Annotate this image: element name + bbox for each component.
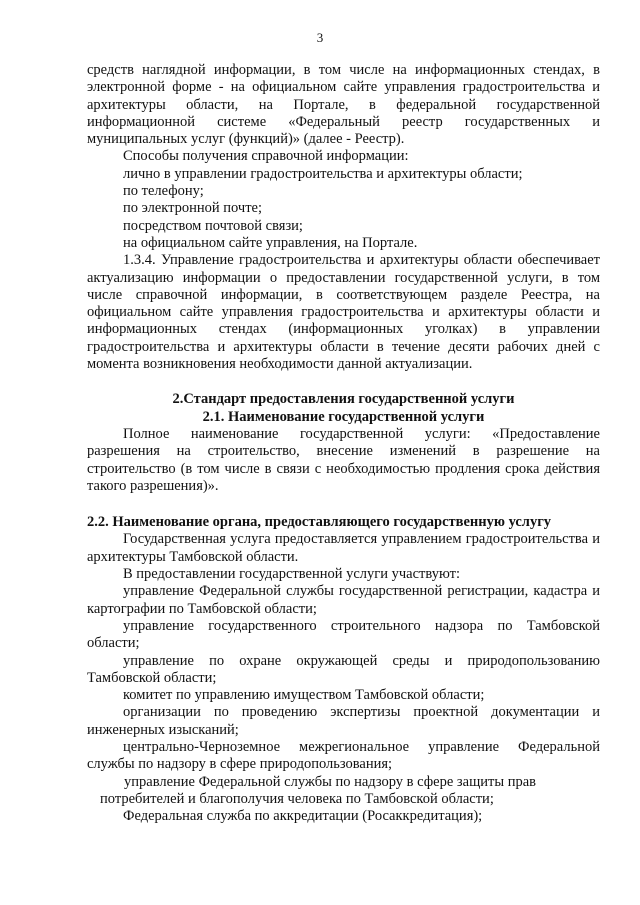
list-item-in-person: лично в управлении градостроительства и архитектуры области; — [123, 165, 523, 182]
participant-rosreestr: управление Федеральной службы государственной регистрации, кадастра и картографии по Тамбовской области; — [87, 583, 600, 617]
section-heading-2: 2.Стандарт предоставления государственной услуги — [172, 391, 515, 408]
participant-property-committee: комитет по управлению имуществом Тамбовской области; — [123, 687, 485, 704]
participant-expertise: организации по проведению экспертизы проектной документации и инженерных изысканий; — [87, 704, 600, 738]
page-number: 3 — [316, 30, 324, 45]
subsection-heading-2-2: 2.2. Наименование органа, предоставляющего государственную услугу — [87, 514, 552, 531]
list-item-post: посредством почтовой связи; — [123, 217, 303, 234]
subsection-heading-2-1: 2.1. Наименование государственной услуги — [202, 408, 485, 425]
participant-rospotrebnadzor-line1: управление Федеральной службы по надзору в сфере защиты прав — [124, 773, 536, 790]
paragraph-info-means: средств наглядной информации, в том числе на информационных стендах, в электронной форме - на официальном сайте управления градостроительства и архитектуры области, на Портале, в федеральной государственной информационной системе «Федеральный реестр государственных и муниципальных услуг (функций)» (далее - Реестр). — [87, 62, 600, 148]
list-item-email: по электронной почте; — [123, 200, 263, 217]
list-item-phone: по телефону; — [123, 183, 204, 200]
paragraph-service-name: Полное наименование государственной услуги: «Предоставление разрешения на строительство, внесение изменений в разрешение на строительство (в том числе в связи с необходимостью продления срока действия такого разрешения)». — [87, 425, 600, 494]
participant-construction-supervision: управление государственного строительного надзора по Тамбовской области; — [87, 617, 600, 652]
participant-rosakkreditatsiya: Федеральная служба по аккредитации (Росаккредитация); — [123, 808, 483, 825]
paragraph-participants: В предоставлении государственной услуги участвуют: — [123, 566, 460, 583]
list-item-website: на официальном сайте управления, на Портале. — [123, 234, 418, 251]
paragraph-provider: Государственная услуга предоставляется управлением градостроительства и архитектуры Тамбовской области. — [87, 531, 600, 565]
participant-environment: управление по охране окружающей среды и природопользованию Тамбовской области; — [87, 652, 600, 686]
paragraph-1-3-4: 1.3.4. Управление градостроительства и архитектуры области обеспечивает актуализацию информации о предоставлении государственной услуги, в том числе справочной информации, в соответствующем разделе Реестра, на официальном сайте управления градостроительства и архитектуры области и информационных стендах (информационных уголках) в управлении градостроительства и архитектуры области в течение десяти рабочих дней с момента возникновения необходимости данной актуализации. — [87, 252, 600, 373]
participant-rosprirodnadzor: центрально-Черноземное межрегиональное управление Федеральной службы по надзору в сфере природопользования; — [87, 738, 600, 773]
document-body — [87, 62, 600, 825]
paragraph-info-methods: Способы получения справочной информации: — [123, 148, 409, 165]
participant-rospotrebnadzor-line2: потребителей и благополучия человека по Тамбовской области; — [100, 790, 494, 807]
